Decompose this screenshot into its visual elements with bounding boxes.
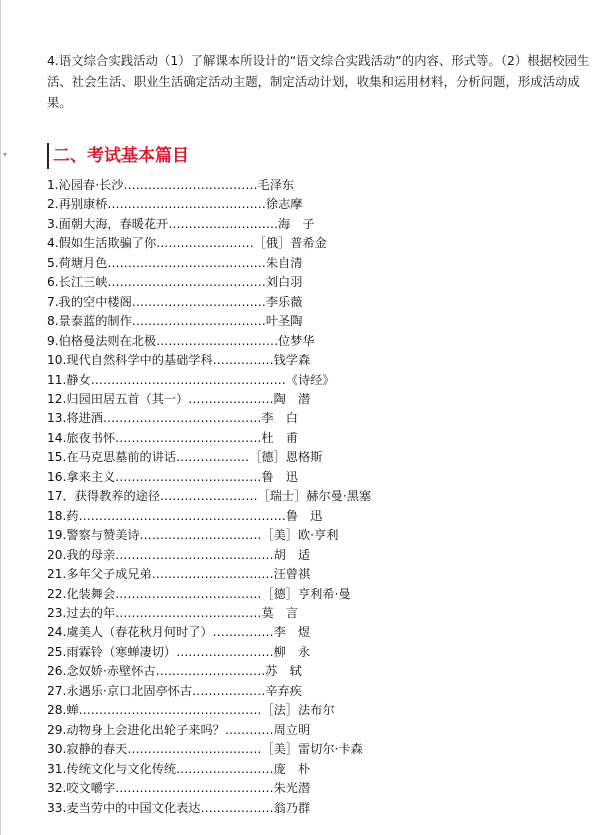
list-item: 19.警察与赞美诗…………………………［美］欧·亨利 <box>47 528 339 543</box>
list-item: 5.荷塘月色…………………………………朱自清 <box>47 255 303 270</box>
list-item: 17．获得教养的途径……………………［瑞士］赫尔曼·黑塞 <box>47 489 372 504</box>
list-item: 32.咬文嚼字…………………………………朱光潜 <box>47 781 311 796</box>
list-item: 29.动物身上会进化出轮子来吗？…………周立明 <box>47 722 311 737</box>
list-item: 22.化装舞会………………………………［德］亨利希·曼 <box>47 586 351 601</box>
list-item: 28.蝉………………………………………［法］法布尔 <box>47 703 335 718</box>
list-item: 23.过去的年………………………………莫 言 <box>47 605 298 620</box>
list-item: 33.麦当劳中的中国文化表达………………翁乃群 <box>47 800 311 815</box>
list-item: 9.伯格曼法则在北极…………………………位梦华 <box>47 333 315 348</box>
list-item: 2.再别康桥…………………………………徐志摩 <box>47 197 303 212</box>
list-item: 6.长江三峡…………………………………刘白羽 <box>47 275 303 290</box>
works-list <box>47 176 587 818</box>
list-item: 27.永遇乐·京口北固亭怀古………………辛弃疾 <box>47 683 302 698</box>
list-item: 12.归园田居五首（其一）…………………陶 潜 <box>47 391 311 406</box>
list-item: 3.面朝大海，春暖花开………………………海 子 <box>47 216 315 231</box>
section-heading: 二、考试基本篇目 <box>47 143 189 169</box>
list-item: 1.沁园春·长沙……………………………毛泽东 <box>47 178 295 192</box>
list-item: 18.药……………………………………………鲁 迅 <box>47 508 323 523</box>
list-item: 20.我的母亲…………………………………胡 适 <box>47 547 311 562</box>
collapse-marker-icon[interactable]: ▾ <box>3 150 8 159</box>
list-item: 30.寂静的春天……………………………［美］雷切尔·卡森 <box>47 742 363 757</box>
list-item: 15.在马克思墓前的讲话………………［德］恩格斯 <box>47 450 323 465</box>
intro-paragraph: 4.语文综合实践活动（1）了解课本所设计的“语文综合实践活动”的内容、形式等。（2）根据校园生活、社会生活、职业生活确定活动主题，制定活动计划，收集和运用材料，分析问题，形成活动成果。 <box>47 53 590 111</box>
list-item: 14.旅夜书怀………………………………杜 甫 <box>47 430 298 445</box>
list-item: 10.现代自然科学中的基础学科……………钱学森 <box>47 353 311 368</box>
list-item: 24.虞美人（春花秋月何时了）……………李 煜 <box>47 625 311 640</box>
list-item: 25.雨霖铃（寒蝉凄切）……………………柳 永 <box>47 644 311 659</box>
list-item: 31.传统文化与文化传统……………………庞 朴 <box>47 761 311 776</box>
list-item: 7.我的空中楼阁……………………………李乐薇 <box>47 294 303 309</box>
list-item: 11.静女…………………………………………《诗经》 <box>47 372 335 387</box>
list-item: 4.假如生活欺骗了你……………………［俄］普希金 <box>47 236 327 251</box>
list-item: 13.将进酒…………………………………李 白 <box>47 411 298 426</box>
list-item: 8.景泰蓝的制作……………………………叶圣陶 <box>47 314 303 329</box>
list-item: 26.念奴娇·赤壁怀古………………………苏 轼 <box>47 664 302 679</box>
list-item: 21.多年父子成兄弟…………………………汪曾祺 <box>47 567 311 582</box>
list-item: 16.拿来主义………………………………鲁 迅 <box>47 469 298 484</box>
